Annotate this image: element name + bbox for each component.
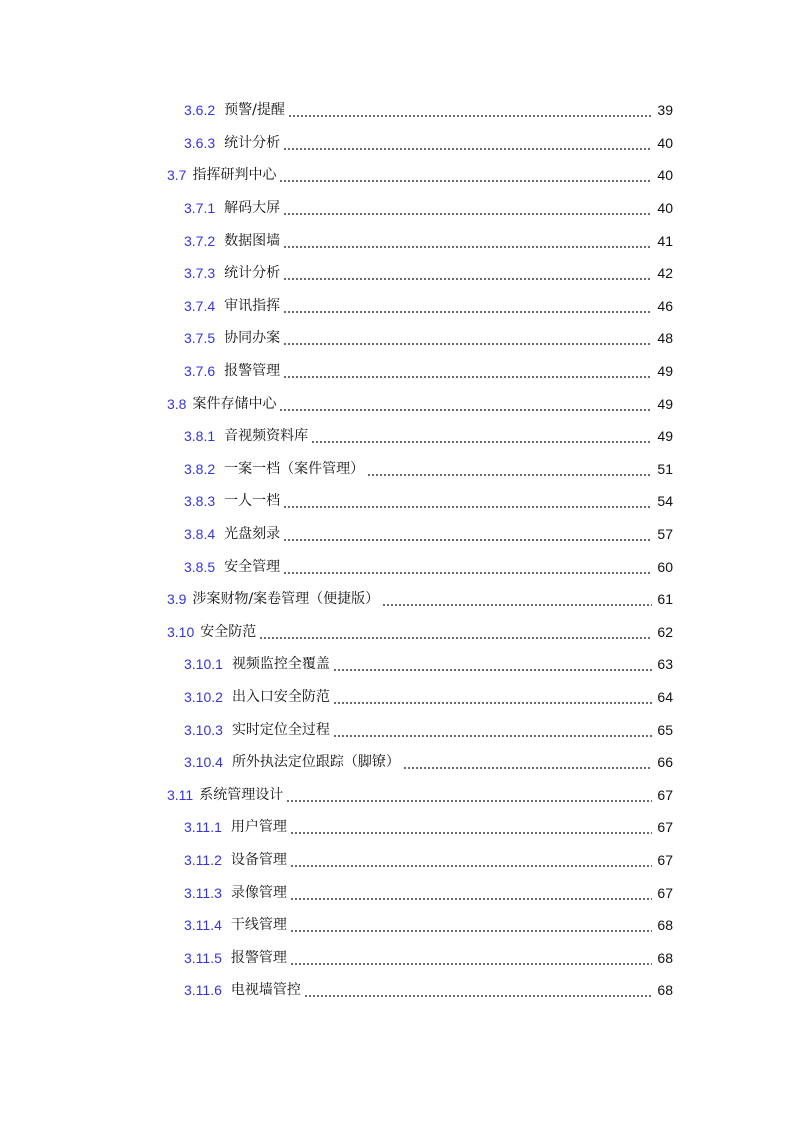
- toc-entry[interactable]: [0, 485, 793, 518]
- toc-entry-number[interactable]: 3.10.2: [184, 688, 223, 705]
- toc-entry-number[interactable]: 3.11: [167, 786, 194, 803]
- toc-dot-leader: [279, 169, 652, 183]
- toc-dot-leader: [283, 137, 652, 151]
- toc-dot-leader: [283, 332, 652, 346]
- toc-entry-page-number[interactable]: 64: [657, 688, 673, 705]
- toc-entry-title[interactable]: 实时定位全过程: [231, 721, 330, 738]
- toc-entry[interactable]: [0, 224, 793, 257]
- toc-entry-page-number[interactable]: 49: [657, 395, 673, 412]
- toc-entry-title[interactable]: 安全防范: [200, 623, 257, 640]
- toc-entry[interactable]: [0, 257, 793, 290]
- toc-entry[interactable]: [0, 778, 793, 811]
- toc-entry[interactable]: [0, 387, 793, 420]
- toc-entry[interactable]: [0, 192, 793, 225]
- toc-entry-page-number[interactable]: 41: [657, 232, 673, 249]
- toc-entry-title[interactable]: 音视频资料库: [224, 428, 309, 445]
- toc-entry[interactable]: [0, 681, 793, 714]
- table-of-contents: [0, 94, 793, 1007]
- toc-entry[interactable]: [0, 159, 793, 192]
- toc-entry-title[interactable]: 系统管理设计: [199, 786, 284, 803]
- toc-dot-leader: [290, 821, 652, 835]
- toc-entry-page-number[interactable]: 68: [657, 949, 673, 966]
- toc-entry-page-number[interactable]: 40: [657, 167, 673, 184]
- toc-entry-page-number[interactable]: 60: [657, 558, 673, 575]
- toc-entry[interactable]: [0, 876, 793, 909]
- toc-entry-title[interactable]: 视频监控全覆盖: [231, 656, 330, 673]
- toc-entry[interactable]: [0, 127, 793, 160]
- toc-entry-title[interactable]: 所外执法定位跟踪（脚镣）: [231, 754, 400, 771]
- toc-dot-leader: [333, 724, 652, 738]
- toc-entry-number[interactable]: 3.11.6: [184, 982, 222, 999]
- toc-entry[interactable]: [0, 355, 793, 388]
- toc-entry-page-number[interactable]: 61: [657, 591, 673, 608]
- toc-entry-title[interactable]: 干线管理: [230, 917, 287, 934]
- toc-dot-leader: [279, 398, 652, 412]
- toc-entry-number[interactable]: 3.10.1: [184, 656, 223, 673]
- toc-dot-leader: [288, 104, 652, 118]
- toc-entry[interactable]: [0, 616, 793, 649]
- toc-entry-title[interactable]: 数据图墙: [224, 232, 281, 249]
- toc-entry-title[interactable]: 报警管理: [230, 949, 287, 966]
- toc-entry-title[interactable]: 案件存储中心: [192, 395, 277, 412]
- toc-entry[interactable]: [0, 420, 793, 453]
- toc-entry[interactable]: [0, 941, 793, 974]
- toc-entry-number[interactable]: 3.11.5: [184, 949, 222, 966]
- toc-dot-leader: [283, 528, 652, 542]
- toc-entry-page-number[interactable]: 46: [657, 297, 673, 314]
- toc-entry-number[interactable]: 3.8.1: [184, 428, 216, 445]
- toc-entry-page-number[interactable]: 67: [657, 851, 673, 868]
- toc-entry-title[interactable]: 审讯指挥: [224, 297, 281, 314]
- toc-entry-page-number[interactable]: 57: [657, 526, 673, 543]
- toc-entry-number[interactable]: 3.7.3: [184, 265, 216, 282]
- toc-entry[interactable]: [0, 453, 793, 486]
- toc-entry-number[interactable]: 3.10.3: [184, 721, 223, 738]
- toc-entry[interactable]: [0, 322, 793, 355]
- toc-entry-page-number[interactable]: 40: [657, 200, 673, 217]
- toc-dot-leader: [283, 561, 652, 575]
- toc-entry[interactable]: [0, 518, 793, 551]
- toc-entry-page-number[interactable]: 68: [657, 917, 673, 934]
- toc-entry-page-number[interactable]: 67: [657, 819, 673, 836]
- toc-entry-title[interactable]: 统计分析: [224, 134, 281, 151]
- toc-entry-number[interactable]: 3.6.3: [184, 134, 216, 151]
- toc-dot-leader: [333, 691, 652, 705]
- toc-entry-page-number[interactable]: 40: [657, 134, 673, 151]
- toc-entry-page-number[interactable]: 65: [657, 721, 673, 738]
- toc-entry[interactable]: [0, 648, 793, 681]
- toc-dot-leader: [311, 430, 652, 444]
- toc-entry-title[interactable]: 预警/提醒: [224, 102, 285, 119]
- toc-entry-page-number[interactable]: 48: [657, 330, 673, 347]
- toc-entry-page-number[interactable]: 49: [657, 428, 673, 445]
- toc-entry-page-number[interactable]: 39: [657, 102, 673, 119]
- toc-entry-number[interactable]: 3.7.6: [184, 363, 216, 380]
- toc-dot-leader: [290, 919, 652, 933]
- toc-entry-title[interactable]: 报警管理: [224, 363, 281, 380]
- toc-dot-leader: [304, 984, 652, 998]
- toc-entry-title[interactable]: 设备管理: [230, 851, 287, 868]
- toc-entry-title[interactable]: 指挥研判中心: [192, 167, 277, 184]
- toc-dot-leader: [283, 235, 652, 249]
- toc-dot-leader: [283, 365, 652, 379]
- toc-entry[interactable]: [0, 550, 793, 583]
- toc-entry-number[interactable]: 3.7: [167, 167, 187, 184]
- toc-entry-title[interactable]: 录像管理: [230, 884, 287, 901]
- toc-entry-number[interactable]: 3.8.4: [184, 526, 216, 543]
- toc-entry-title[interactable]: 电视墙管控: [230, 982, 301, 999]
- toc-entry-number[interactable]: 3.11.2: [184, 851, 222, 868]
- toc-entry[interactable]: [0, 713, 793, 746]
- toc-entry[interactable]: [0, 974, 793, 1007]
- toc-dot-leader: [283, 300, 652, 314]
- toc-entry-number[interactable]: 3.10: [167, 623, 195, 640]
- toc-entry-title[interactable]: 涉案财物/案卷管理（便捷版）: [192, 591, 380, 608]
- toc-dot-leader: [403, 756, 652, 770]
- toc-entry-title[interactable]: 协同办案: [224, 330, 281, 347]
- toc-dot-leader: [283, 267, 652, 281]
- toc-entry-number[interactable]: 3.8.2: [184, 460, 216, 477]
- toc-entry-page-number[interactable]: 67: [657, 786, 673, 803]
- toc-entry[interactable]: [0, 583, 793, 616]
- toc-entry-page-number[interactable]: 42: [657, 265, 673, 282]
- toc-dot-leader: [259, 626, 652, 640]
- toc-entry-title[interactable]: 用户管理: [230, 819, 287, 836]
- toc-entry-title[interactable]: 统计分析: [224, 265, 281, 282]
- toc-dot-leader: [283, 202, 652, 216]
- toc-entry-page-number[interactable]: 51: [657, 460, 673, 477]
- toc-entry-number[interactable]: 3.6.2: [184, 102, 216, 119]
- toc-entry-number[interactable]: 3.7.5: [184, 330, 216, 347]
- toc-dot-leader: [290, 952, 652, 966]
- toc-entry[interactable]: [0, 746, 793, 779]
- toc-dot-leader: [290, 854, 652, 868]
- toc-entry-page-number[interactable]: 49: [657, 363, 673, 380]
- toc-entry-page-number[interactable]: 54: [657, 493, 673, 510]
- toc-entry-page-number[interactable]: 62: [657, 623, 673, 640]
- toc-entry-title[interactable]: 安全管理: [224, 558, 281, 575]
- toc-entry[interactable]: [0, 290, 793, 323]
- toc-entry[interactable]: [0, 811, 793, 844]
- toc-entry-page-number[interactable]: 67: [657, 884, 673, 901]
- toc-entry-number[interactable]: 3.10.4: [184, 754, 223, 771]
- toc-entry-number[interactable]: 3.11.3: [184, 884, 222, 901]
- toc-entry[interactable]: [0, 94, 793, 127]
- toc-entry-title[interactable]: 出入口安全防范: [231, 688, 330, 705]
- toc-entry-number[interactable]: 3.11.1: [184, 819, 222, 836]
- toc-dot-leader: [333, 658, 652, 672]
- toc-dot-leader: [290, 887, 652, 901]
- toc-entry-title[interactable]: 一案一档（案件管理）: [224, 460, 365, 477]
- toc-dot-leader: [367, 463, 652, 477]
- toc-entry[interactable]: [0, 844, 793, 877]
- toc-entry-page-number[interactable]: 63: [657, 656, 673, 673]
- toc-entry-number[interactable]: 3.7.2: [184, 232, 216, 249]
- toc-entry-number[interactable]: 3.8: [167, 395, 187, 412]
- toc-dot-leader: [382, 593, 652, 607]
- toc-dot-leader: [283, 495, 652, 509]
- toc-entry-title[interactable]: 一人一档: [224, 493, 281, 510]
- toc-entry-number[interactable]: 3.7.1: [184, 200, 216, 217]
- toc-entry-number[interactable]: 3.11.4: [184, 917, 222, 934]
- toc-entry-number[interactable]: 3.8.5: [184, 558, 216, 575]
- toc-entry-number[interactable]: 3.8.3: [184, 493, 216, 510]
- toc-entry-page-number[interactable]: 68: [657, 982, 673, 999]
- toc-entry-title[interactable]: 解码大屏: [224, 200, 281, 217]
- toc-entry-page-number[interactable]: 66: [657, 754, 673, 771]
- toc-dot-leader: [286, 789, 652, 803]
- toc-entry-number[interactable]: 3.7.4: [184, 297, 216, 314]
- toc-entry[interactable]: [0, 909, 793, 942]
- toc-entry-number[interactable]: 3.9: [167, 591, 187, 608]
- toc-entry-title[interactable]: 光盘刻录: [224, 526, 281, 543]
